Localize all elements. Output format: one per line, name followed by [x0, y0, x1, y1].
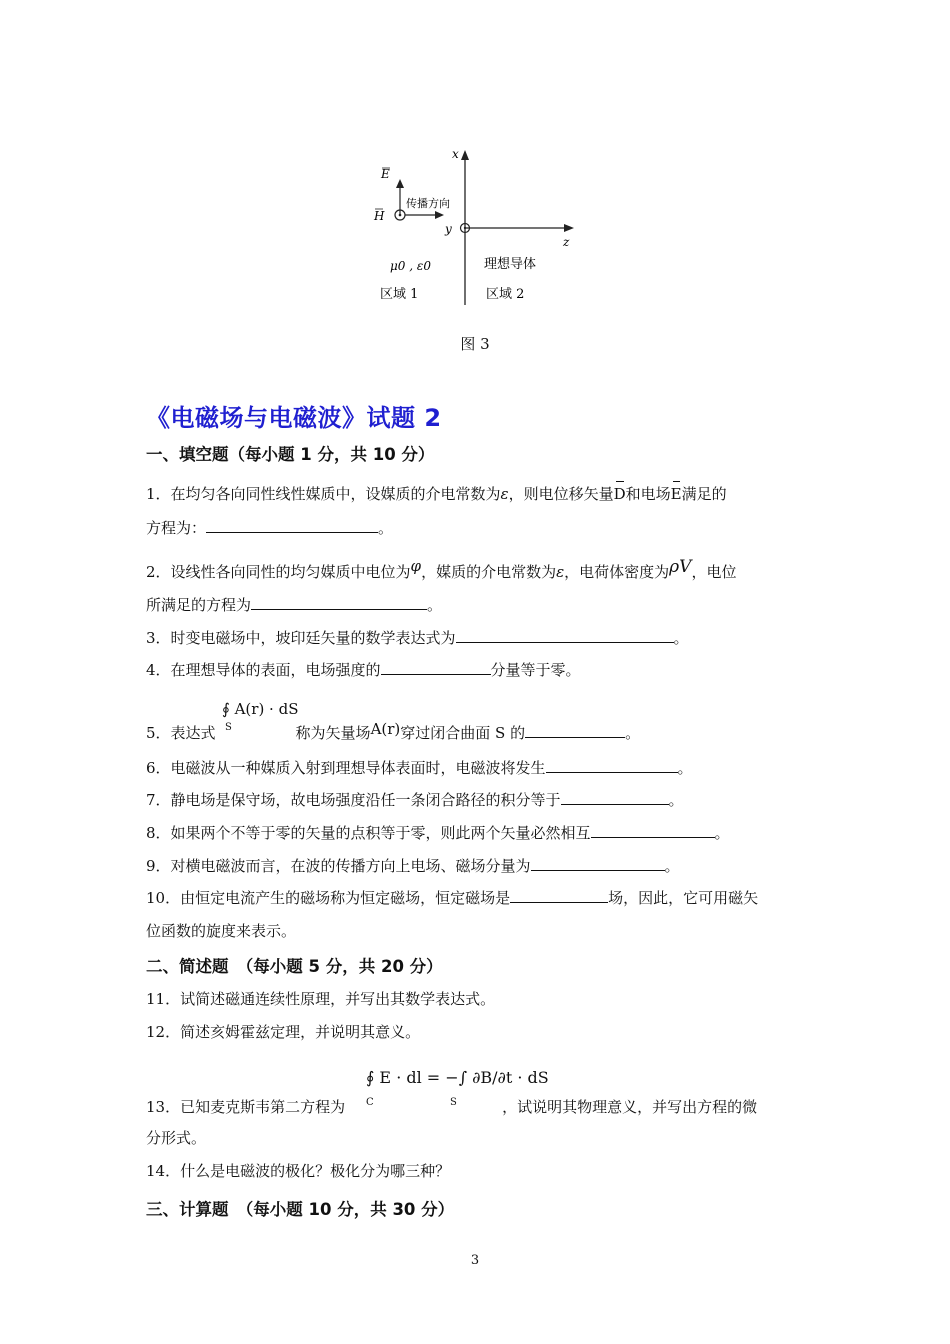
question-11: 11．试简述磁通连续性原理，并写出其数学表达式。: [146, 990, 496, 1008]
question-3: 3．时变电磁场中，坡印廷矢量的数学表达式为 。: [146, 629, 689, 647]
figure-3: [360, 140, 590, 315]
question-12: 12．简述亥姆霍兹定理，并说明其意义。: [146, 1023, 421, 1041]
region-2-label: 区域 2: [486, 287, 525, 302]
answer-blank-6[interactable]: [546, 758, 678, 773]
question-6: 6．电磁波从一种媒质入射到理想导体表面时，电磁波将发生 。: [146, 759, 693, 777]
q13-contour-sub: C: [366, 1097, 374, 1108]
rho-symbol: ρV: [669, 557, 692, 577]
page-number: 3: [470, 1253, 480, 1268]
section-3-heading: 三、计算题 （每小题 10 分，共 30 分）: [146, 1200, 455, 1219]
q13-surface-sub: S: [450, 1097, 457, 1108]
answer-blank-10[interactable]: [510, 888, 608, 903]
question-1-line-2: 方程为： 。: [146, 519, 394, 537]
figure-diagram: [360, 140, 590, 315]
z-axis-arrowhead: [564, 224, 574, 232]
question-7: 7．静电场是保守场，故电场强度沿任一条闭合路径的积分等于 。: [146, 791, 684, 809]
h-label: H: [374, 209, 385, 223]
question-13-line-2: 分形式。: [146, 1129, 207, 1147]
question-14: 14．什么是电磁波的极化？极化分为哪三种？: [146, 1162, 451, 1180]
section-1-heading: 一、填空题（每小题 1 分，共 10 分）: [146, 445, 435, 464]
conductor-label: 理想导体: [484, 257, 537, 272]
medium-label: μ0 , ε0: [390, 259, 431, 273]
answer-blank-7[interactable]: [561, 790, 669, 805]
answer-blank-2[interactable]: [251, 595, 427, 610]
phi-symbol: φ: [410, 557, 422, 575]
answer-blank-9[interactable]: [531, 856, 665, 871]
vector-d: D: [613, 485, 626, 503]
x-axis-arrowhead: [461, 150, 469, 160]
question-2-line-2: 所满足的方程为 。: [146, 596, 443, 614]
question-2-line-1: 2．设线性各向同性的均匀媒质中电位为φ，媒质的介电常数为ε，电荷体密度为ρV，电位: [146, 557, 737, 581]
question-10-line-1: 10．由恒定电流产生的磁场称为恒定磁场，恒定磁场是 场，因此，它可用磁矢: [146, 889, 759, 907]
exam-title: 《电磁场与电磁波》试题 2: [146, 404, 442, 432]
region-1-label: 区域 1: [380, 287, 419, 302]
section-2-heading: 二、简述题 （每小题 5 分，共 20 分）: [146, 957, 443, 976]
q5-integral: ∮ A(r) · dS: [222, 700, 299, 718]
question-4: 4．在理想导体的表面，电场强度的 分量等于零。: [146, 661, 581, 679]
answer-blank-1[interactable]: [206, 518, 378, 533]
answer-blank-5[interactable]: [525, 723, 625, 738]
q13-maxwell-equation: ∮ E · dl = −∫ ∂B/∂t · dS: [366, 1068, 549, 1087]
figure-caption: 图 3: [460, 335, 490, 353]
answer-blank-3[interactable]: [456, 628, 674, 643]
question-5: 5．表达式 称为矢量场A(r)穿过闭合曲面 S 的 。: [146, 720, 641, 742]
epsilon-symbol: ε: [556, 563, 565, 581]
vector-field-a: A(r): [370, 720, 401, 738]
question-9: 9．对横电磁波而言，在波的传播方向上电场、磁场分量为 。: [146, 857, 680, 875]
e-label: E: [381, 167, 390, 181]
axis-z-label: z: [563, 235, 570, 249]
question-8: 8．如果两个不等于零的矢量的点积等于零，则此两个矢量必然相互 。: [146, 824, 730, 842]
propagation-label: 传播方向: [406, 197, 450, 210]
q5-surface-sub: S: [225, 722, 232, 733]
answer-blank-8[interactable]: [591, 823, 715, 838]
question-1-line-1: 1．在均匀各向同性线性媒质中，设媒质的介电常数为ε，则电位移矢量D和电场E满足的: [146, 485, 727, 503]
vector-e: E: [670, 485, 682, 503]
axis-y-label: y: [445, 222, 452, 236]
question-13-line-1: 13．已知麦克斯韦第二方程为 ，试说明其物理意义，并写出方程的微: [146, 1098, 758, 1116]
axis-x-label: x: [452, 147, 459, 161]
epsilon-symbol: ε: [500, 485, 509, 503]
question-10-line-2: 位函数的旋度来表示。: [146, 922, 297, 940]
answer-blank-4[interactable]: [381, 660, 491, 675]
